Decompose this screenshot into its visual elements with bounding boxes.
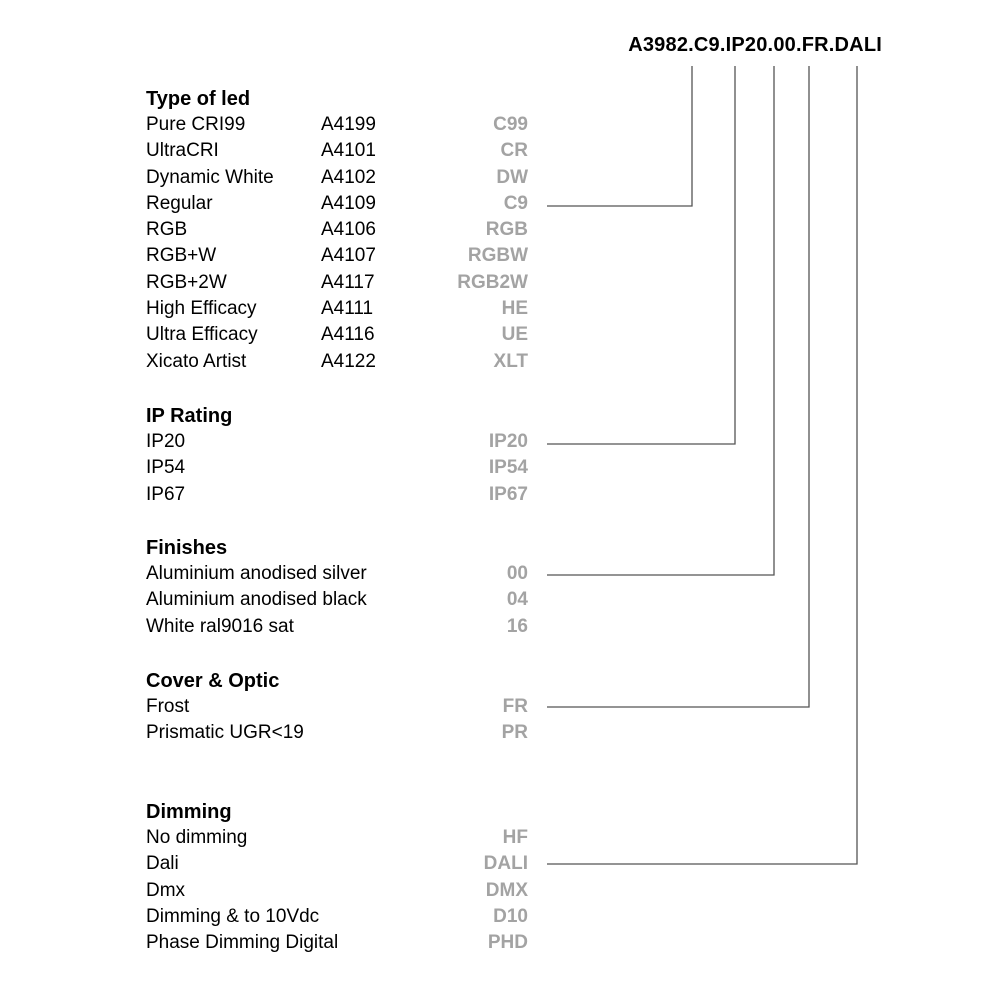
section-title: Finishes bbox=[146, 537, 228, 559]
option-code: IP54 bbox=[488, 457, 528, 479]
option-ref: A4102 bbox=[321, 166, 376, 188]
option-code: C99 bbox=[493, 114, 528, 135]
option-label: IP54 bbox=[146, 457, 186, 479]
option-label: Pure CRI99 bbox=[146, 114, 246, 135]
option-label: Aluminium anodised black bbox=[146, 589, 367, 611]
option-ref: A4117 bbox=[321, 271, 375, 293]
option-ref: A4111 bbox=[321, 298, 374, 320]
option-label: Phase Dimming Digital bbox=[146, 932, 339, 954]
option-code: 16 bbox=[506, 615, 528, 637]
option-label: Dali bbox=[146, 853, 179, 875]
option-code: HF bbox=[502, 827, 528, 848]
option-label: Dynamic White bbox=[146, 166, 274, 188]
option-label: White ral9016 sat bbox=[146, 615, 294, 637]
section-title: Cover & Optic bbox=[146, 670, 280, 692]
option-label: IP67 bbox=[146, 483, 186, 505]
connector-finish bbox=[547, 66, 774, 575]
option-label: Prismatic UGR<19 bbox=[146, 722, 304, 744]
option-code: CR bbox=[500, 140, 528, 162]
option-label: Xicato Artist bbox=[146, 350, 247, 372]
product-code: A3982.C9.IP20.00.FR.DALI bbox=[628, 34, 882, 56]
section-title: IP Rating bbox=[146, 405, 233, 427]
option-label: Frost bbox=[146, 696, 190, 717]
option-label: Dimming & to 10Vdc bbox=[146, 905, 320, 927]
option-label: RGB+2W bbox=[146, 271, 227, 293]
option-code: DMX bbox=[485, 879, 528, 901]
option-ref: A4107 bbox=[321, 245, 376, 267]
option-ref: A4109 bbox=[321, 192, 376, 214]
option-code: UE bbox=[501, 324, 528, 346]
option-ref: A4116 bbox=[321, 324, 375, 346]
option-code: DW bbox=[496, 166, 528, 188]
option-code: D10 bbox=[493, 905, 528, 927]
option-code: IP20 bbox=[488, 431, 528, 452]
option-ref: A4101 bbox=[321, 140, 376, 162]
connector-led-type bbox=[547, 66, 692, 206]
option-code: 04 bbox=[506, 589, 528, 611]
option-code: XLT bbox=[493, 350, 528, 372]
option-code: HE bbox=[501, 298, 528, 320]
option-label: Dmx bbox=[146, 879, 186, 901]
option-code: 00 bbox=[506, 563, 528, 584]
option-code: IP67 bbox=[488, 483, 528, 505]
option-ref: A4199 bbox=[321, 114, 376, 135]
option-label: IP20 bbox=[146, 431, 186, 452]
section-title: Type of led bbox=[146, 88, 251, 110]
option-label: Ultra Efficacy bbox=[146, 324, 258, 346]
option-code: FR bbox=[502, 696, 528, 717]
option-label: Aluminium anodised silver bbox=[146, 563, 367, 584]
option-label: Regular bbox=[146, 192, 213, 214]
option-code: RGB2W bbox=[457, 271, 528, 293]
option-label: RGB+W bbox=[146, 245, 217, 267]
option-code: PHD bbox=[487, 932, 528, 954]
section-title: Dimming bbox=[146, 801, 232, 823]
option-ref: A4122 bbox=[321, 350, 376, 372]
option-code: C9 bbox=[503, 192, 528, 214]
option-label: UltraCRI bbox=[146, 140, 219, 162]
option-label: High Efficacy bbox=[146, 298, 257, 320]
connector-dimming bbox=[547, 66, 857, 864]
connector-cover-optic bbox=[547, 66, 809, 707]
option-code: PR bbox=[501, 722, 528, 744]
option-ref: A4106 bbox=[321, 219, 376, 241]
connector-ip-rating bbox=[547, 66, 735, 444]
option-code: RGB bbox=[485, 219, 528, 241]
option-label: No dimming bbox=[146, 827, 248, 848]
option-label: RGB bbox=[146, 219, 188, 241]
option-code: DALI bbox=[483, 853, 528, 875]
option-code: RGBW bbox=[467, 245, 528, 267]
